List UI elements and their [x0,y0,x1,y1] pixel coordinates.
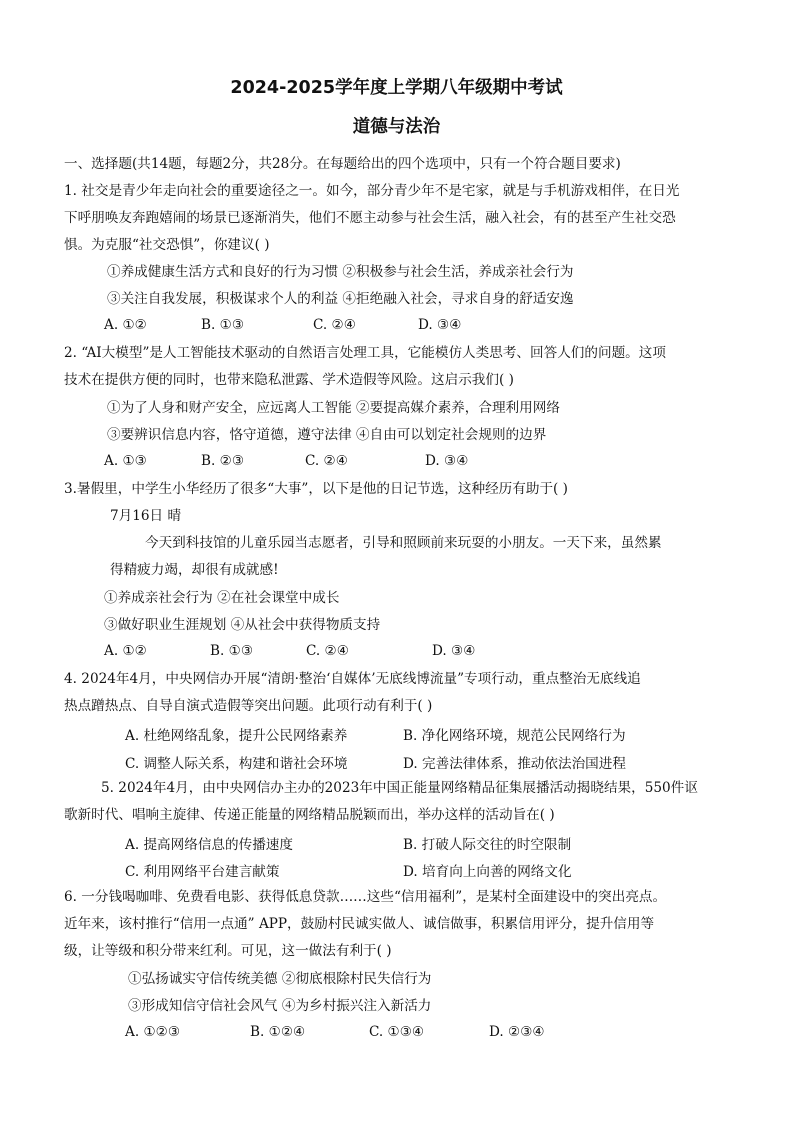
diary-line: 今天到科技馆的儿童乐园当志愿者，引导和照顾前来玩耍的小朋友。一天下来，虽然累 [145,535,662,551]
option-d: D. ③④ [418,317,462,333]
question-stem-line: 歌新时代、唱响主旋律、传递正能量的网络精品脱颖而出，举办这样的活动旨在( ) [64,807,555,823]
statement-line: ③做好职业生涯规划 ④从社会中获得物质支持 [104,617,381,633]
option-c: C. ②④ [306,643,349,659]
option-d: D. ②③④ [489,1024,545,1040]
option-c: C. 利用网络平台建言献策 [125,864,280,880]
statement-line: ③形成知信守信社会风气 ④为乡村振兴注入新活力 [128,998,432,1014]
question-stem-line: 4. 2024年4月，中央网信办开展“清朗·整治‘自媒体’无底线博流量”专项行动，重点整治无底线追 [64,671,641,687]
option-d: D. ③④ [432,643,476,659]
option-b: B. ①③ [210,643,254,659]
option-b: B. 净化网络环境，规范公民网络行为 [403,728,626,744]
question-stem-line: 近年来，该村推行“信用一点通” APP，鼓励村民诚实做人、诚信做事，积累信用评分，提升信用等 [64,916,655,932]
option-c: C. ②④ [305,453,348,469]
option-a: A. ①③ [104,453,147,469]
option-a: A. ①② [104,317,147,333]
question-stem-line: 5. 2024年4月，由中央网信办主办的2023年中国正能量网络精品征集展播活动揭晓结果，550件讴 [101,780,698,796]
statement-line: ③要辨识信息内容，恪守道德，遵守法律 ④自由可以划定社会规则的边界 [107,427,547,443]
question-stem-line: 2. “AI大模型”是人工智能技术驱动的自然语言处理工具，它能模仿人类思考、回答人们的问题。这项 [64,345,666,361]
option-b: B. ①②④ [250,1024,306,1040]
diary-line: 得精疲力竭，却很有成就感! [110,562,279,578]
option-a: A. ①②③ [125,1024,181,1040]
option-d: D. 完善法律体系，推动依法治国进程 [403,756,626,772]
statement-line: ①弘扬诚实守信传统美德 ②彻底根除村民失信行为 [128,971,432,987]
option-a: A. 杜绝网络乱象，提升公民网络素养 [125,728,348,744]
option-c: C. ②④ [313,317,356,333]
diary-date: 7月16日 晴 [110,508,182,524]
statement-line: ③关注自我发展，积极谋求个人的利益 ④拒绝融入社会，寻求自身的舒适安逸 [107,291,574,307]
option-b: B. ②③ [201,453,245,469]
question-stem-line: 下呼朋唤友奔跑嬉闹的场景已逐渐消失，他们不愿主动参与社会生活，融入社会，有的甚至产生社交恐 [64,210,676,226]
question-stem-line: 惧。为克服“社交恐惧”，你建议( ) [64,237,270,253]
question-stem-line: 6. 一分钱喝咖啡、免费看电影、获得低息贷款……这些“信用福利”，是某村全面建设中的突出亮点。 [64,889,667,905]
question-stem-line: 3.暑假里，中学生小华经历了很多“大事”，以下是他的日记节选，这种经历有助于( ) [64,481,568,497]
statement-line: ①养成健康生活方式和良好的行为习惯 ②积极参与社会生活，养成亲社会行为 [107,264,574,280]
section-heading: 一、选择题(共14题，每题2分，共28分。在每题给出的四个选项中，只有一个符合题目要求) [64,156,621,172]
question-stem-line: 级，让等级和积分带来红利。可见，这一做法有利于( ) [64,943,392,959]
option-c: C. 调整人际关系，构建和谐社会环境 [125,756,348,772]
question-stem-line: 技术在提供方便的同时，也带来隐私泄露、学术造假等风险。这启示我们( ) [64,372,514,388]
subject-title: 道德与法治 [352,117,441,137]
statement-line: ①为了人身和财产安全，应远离人工智能 ②要提高媒介素养，合理利用网络 [107,400,560,416]
option-a: A. 提高网络信息的传播速度 [125,837,293,853]
question-stem-line: 热点蹭热点、自导自演式造假等突出问题。此项行动有利于( ) [64,698,433,714]
exam-title: 2024-2025学年度上学期八年级期中考试 [230,78,563,98]
option-d: D. 培育向上向善的网络文化 [403,864,572,880]
option-b: B. 打破人际交往的时空限制 [403,837,572,853]
question-stem-line: 1. 社交是青少年走向社会的重要途径之一。如今，部分青少年不是宅家，就是与手机游戏相伴，在日光 [64,183,680,199]
option-d: D. ③④ [425,453,469,469]
statement-line: ①养成亲社会行为 ②在社会课堂中成长 [104,590,340,606]
option-b: B. ①③ [201,317,245,333]
option-c: C. ①③④ [369,1024,425,1040]
option-a: A. ①② [104,643,147,659]
